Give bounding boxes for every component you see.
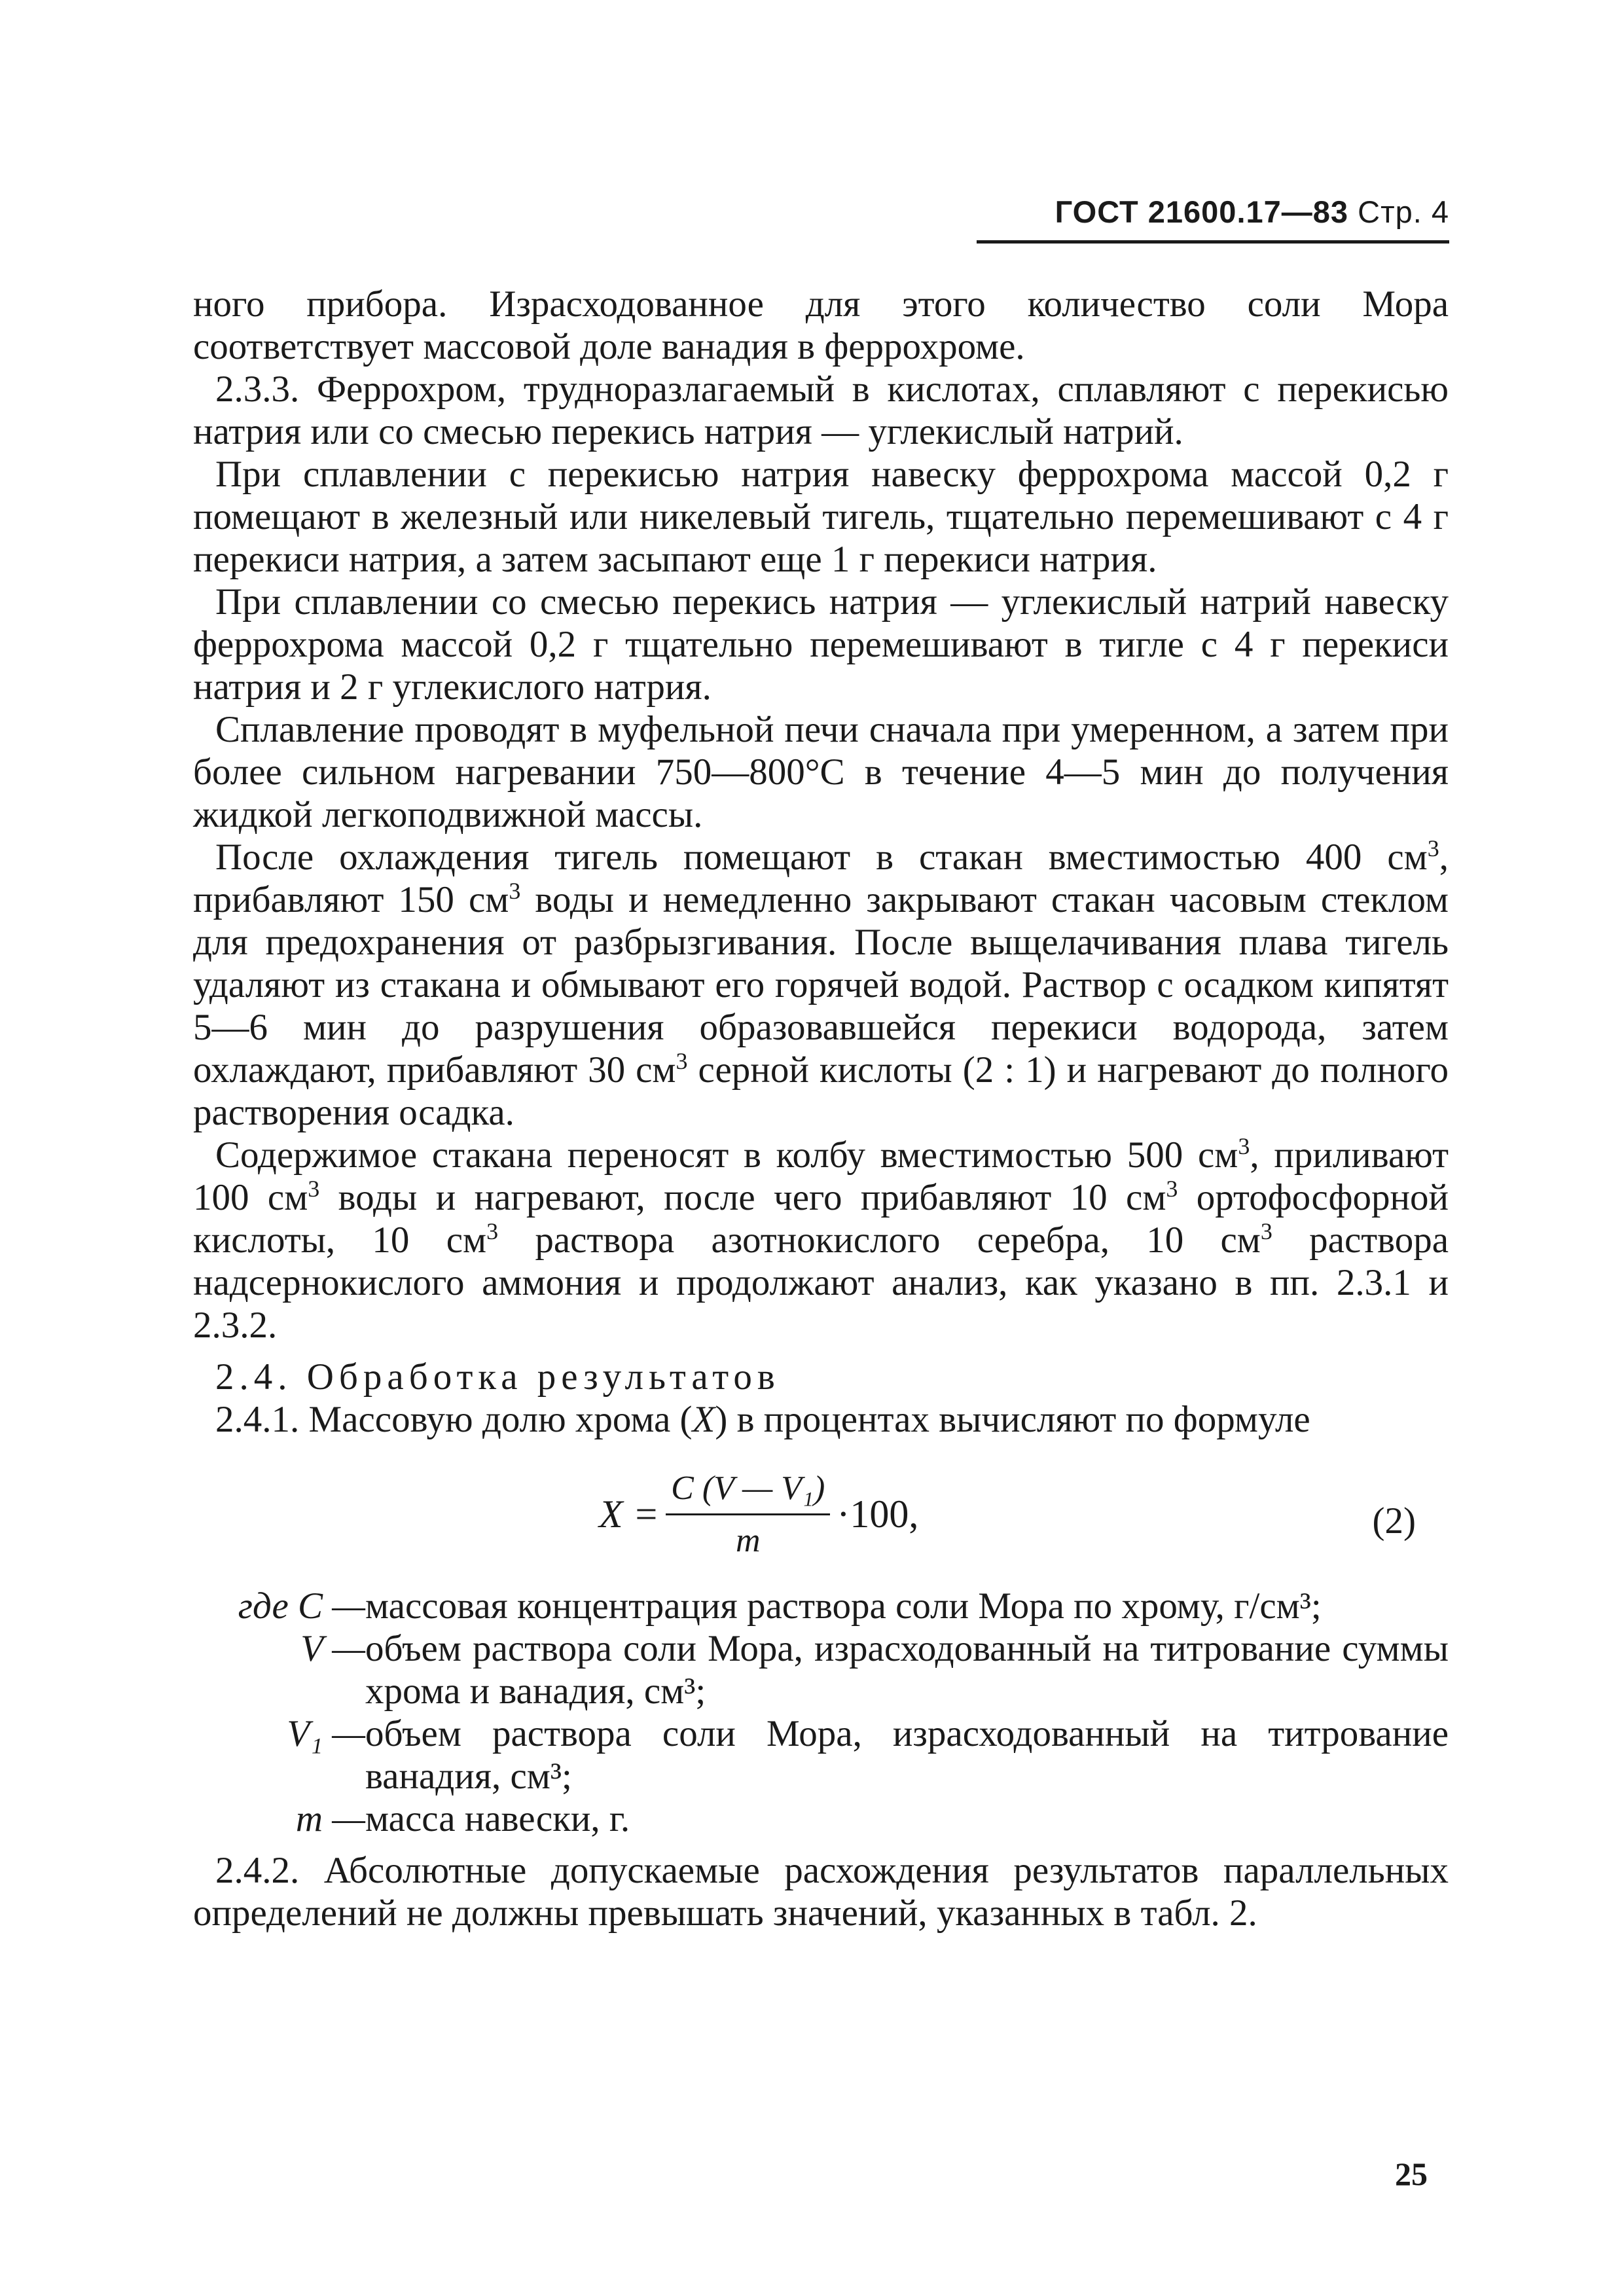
definition-text: объем раствора соли Мора, израсходованный на титрование суммы хрома и ванадия, см³;: [365, 1628, 1449, 1712]
formula-lhs: X =: [599, 1492, 660, 1536]
text-fragment: ортофосфорной кислоты, 10 см: [193, 1177, 1449, 1261]
paragraph-mixture-fusion: При сплавлении со смесью перекись натрия — углекислый натрий навеску феррохрома массой 0,2 г тщательно перемешивают в тигле с 4 г перекиси натрия и 2 г углекислого натрия.: [193, 581, 1449, 708]
superscript: 3: [509, 878, 521, 904]
definition-row: [193, 1712, 1449, 1798]
formula-tail: ·100,: [837, 1492, 919, 1536]
definition-symbol: V —: [300, 1628, 365, 1669]
superscript: 3: [486, 1218, 499, 1244]
text-fragment: серной кислоты (2 : 1) и нагревают до полного растворения осадка.: [193, 1049, 1449, 1133]
formula-number: (2): [1372, 1500, 1416, 1542]
superscript: 3: [1166, 1176, 1178, 1202]
definitions-list: [193, 1585, 1449, 1840]
definition-row: [193, 1585, 1449, 1627]
text-fragment: воды и немедленно закрывают стакан часовым стеклом для предохранения от разбрызгивания. После выщелачивания плава тигель удаляют из стакана и обмывают его горячей водой. Раствор с осадком кипятят 5—6 мин до разрушения образовавшейся перекиси водорода, затем охлаждают, прибавляют 30 см: [193, 879, 1449, 1091]
text-fragment: раствора азотнокислого серебра, 10 см: [498, 1220, 1261, 1261]
formula: [193, 1447, 1449, 1572]
formula-denominator: m: [735, 1522, 761, 1559]
superscript: 3: [1238, 1133, 1250, 1159]
page-header: [977, 194, 1449, 244]
paragraph-2-4-2: 2.4.2. Абсолютные допускаемые расхождения результатов параллельных определений не должны превышать значений, указанных в табл. 2.: [193, 1850, 1449, 1934]
text-fragment: Содержимое стакана переносят в колбу вместимостью 500 см: [215, 1134, 1238, 1176]
text-fragment: , прибавляют 150 см: [193, 837, 1449, 920]
paragraph-2-4-1: [193, 1398, 1449, 1441]
paragraph-cooling: [193, 836, 1449, 1134]
definition-text: масса навески, г.: [365, 1798, 630, 1839]
superscript: 3: [1427, 835, 1439, 861]
formula-numerator: C (V — V₁): [666, 1467, 830, 1515]
definition-text: массовая концентрация раствора соли Мора по хрому, г/см³;: [365, 1585, 1322, 1627]
text-fragment: После охлаждения тигель помещают в стакан вместимостью 400 см: [215, 837, 1428, 878]
definition-row: [193, 1627, 1449, 1712]
paragraph-sodium-peroxide-fusion: При сплавлении с перекисью натрия навеску феррохрома массой 0,2 г помещают в железный или никелевый тигель, тщательно перемешивают с 4 г перекиси натрия, а затем засыпают еще 1 г перекиси натрия.: [193, 454, 1449, 580]
paragraph-muffle-furnace: Сплавление проводят в муфельной печи сначала при умеренном, а затем при более сильном нагревании 750—800°С в течение 4—5 мин до получения жидкой легкоподвижной массы.: [193, 709, 1449, 835]
superscript: 3: [1260, 1218, 1272, 1244]
paragraph-flask-transfer: [193, 1134, 1449, 1346]
variable-x: X: [692, 1399, 715, 1440]
definition-text: объем раствора соли Мора, израсходованный на титрование ванадия, см³;: [365, 1713, 1449, 1797]
text-fragment: , приливают 100 см: [193, 1134, 1449, 1218]
text-fragment: ) в процентах вычисляют по формуле: [715, 1399, 1310, 1440]
page-label: Стр. 4: [1358, 194, 1449, 229]
text-fragment: 2.4.1. Массовую долю хрома (: [215, 1399, 693, 1440]
formula-expression: [599, 1467, 918, 1562]
superscript: 3: [676, 1048, 688, 1074]
text-fragment: раствора надсернокислого аммония и продолжают анализ, как указано в пп. 2.3.1 и 2.3.2.: [193, 1220, 1449, 1346]
definition-symbol: где C —: [238, 1585, 365, 1627]
paragraph-continuation: ного прибора. Израсходованное для этого количество соли Мора соответствует массовой доле ванадия в феррохроме.: [193, 283, 1449, 367]
paragraph-2-3-3: 2.3.3. Феррохром, трудноразлагаемый в кислотах, сплавляют с перекисью натрия или со смесью перекись натрия — углекислый натрий.: [193, 369, 1449, 452]
document-body: [193, 283, 1449, 1934]
formula-fraction: [666, 1467, 830, 1562]
definition-symbol: V₁ —: [287, 1713, 365, 1754]
definition-row: [193, 1798, 1449, 1840]
superscript: 3: [308, 1176, 320, 1202]
text-fragment: воды и нагревают, после чего прибавляют 10 см: [319, 1177, 1166, 1218]
page-number: 25: [1395, 2156, 1428, 2192]
section-title: 2.4. Обработка результатов: [215, 1356, 780, 1398]
standard-number: ГОСТ 21600.17—83: [1055, 194, 1349, 229]
definition-symbol: m —: [295, 1798, 365, 1839]
